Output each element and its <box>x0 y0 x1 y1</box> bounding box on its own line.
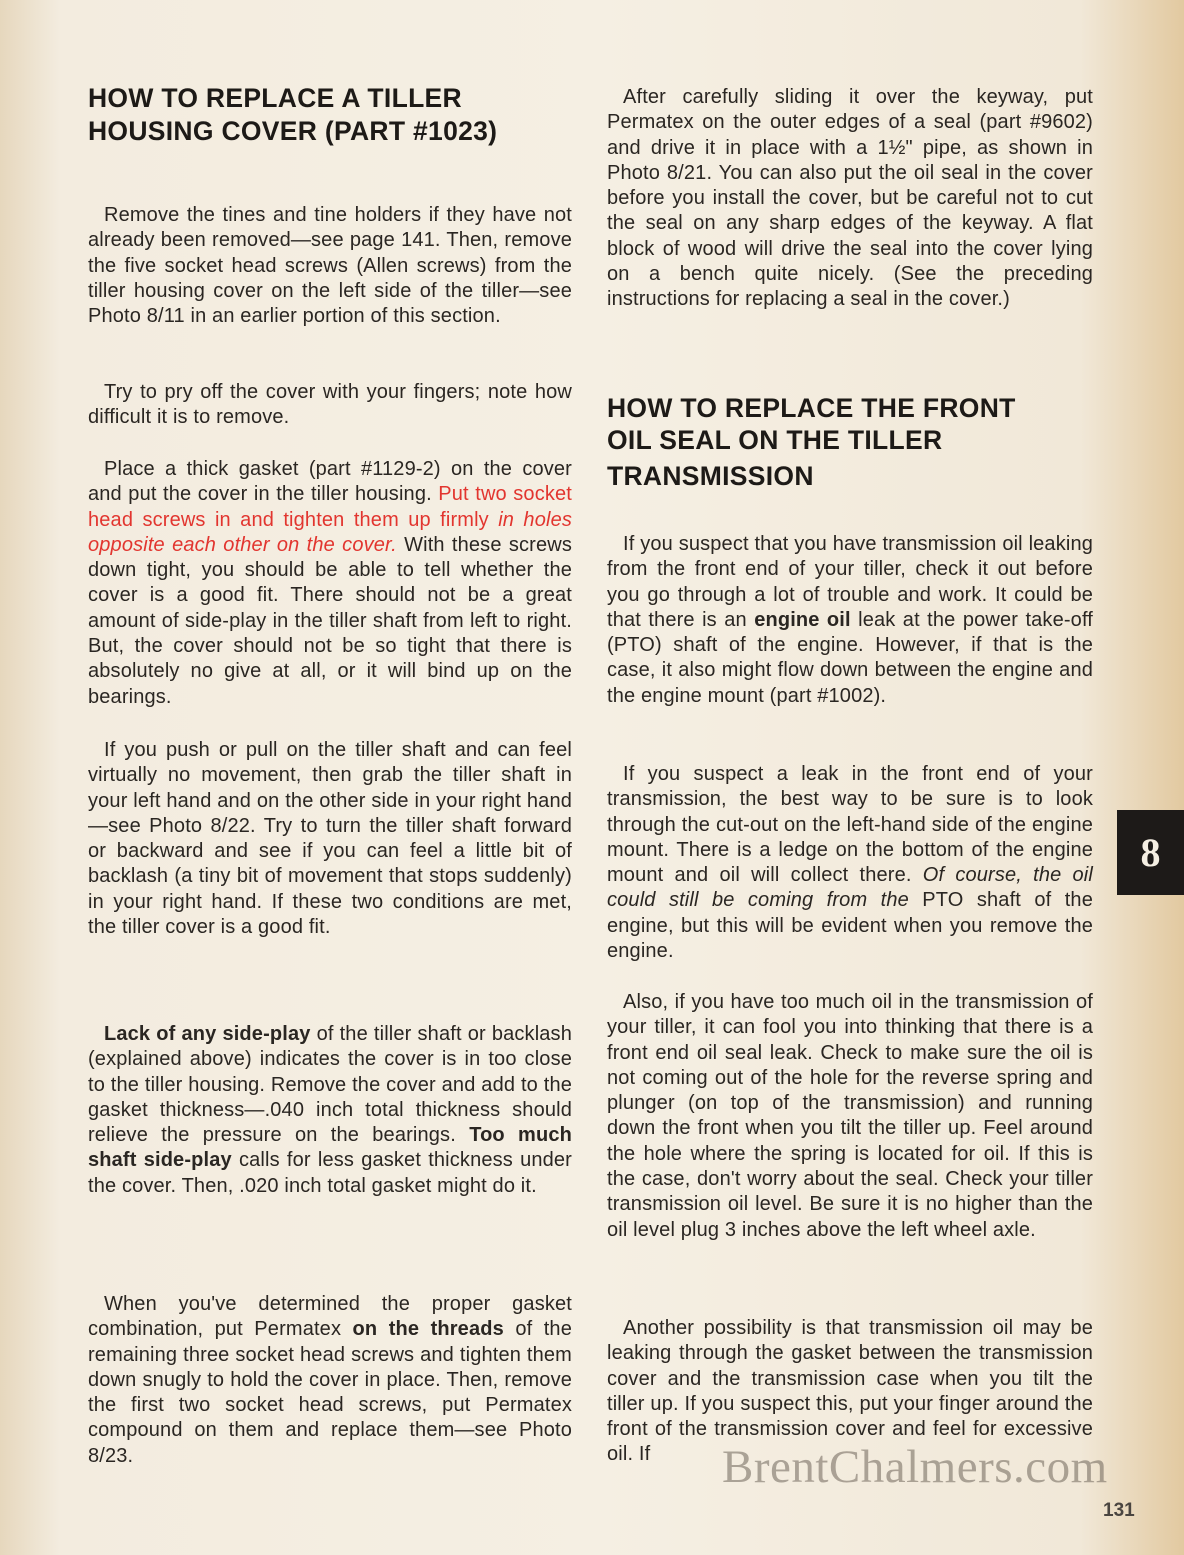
page-number: 131 <box>1103 1500 1135 1521</box>
bold-engine-oil: engine oil <box>754 608 851 631</box>
paragraph-suspect-leak-front <box>607 762 1093 964</box>
paragraph-side-play <box>88 1022 572 1199</box>
paragraph-gasket-combination <box>88 1292 572 1469</box>
bold-lack-side-play: Lack of any side-play <box>104 1023 311 1045</box>
watermark-brentchalmers: BrentChalmers.com <box>722 1441 1108 1493</box>
section-tab-8: 8 <box>1117 810 1184 895</box>
paragraph-push-pull-shaft: If you push or pull on the tiller shaft and can feel virtually no movement, then grab the tiller shaft in your left hand and on the other side in your right hand—see Photo 8/22. Try to turn the tiller shaft forward or backward and see if you can feel a little bit of backlash (a tiny bit of movement that stops suddenly) in your right hand. If these two conditions are met, the tiller cover is a good fit. <box>88 739 572 939</box>
heading-replace-front-oil-seal-line3: TRANSMISSION <box>607 461 814 491</box>
paragraph-pry-cover: Try to pry off the cover with your fingers; note how difficult it is to remove. <box>88 381 572 429</box>
bold-on-the-threads: on the threads <box>352 1318 504 1341</box>
highlight-red-italic-text: in holes opposite each other on the cover. <box>88 508 572 556</box>
paragraph-place-gasket <box>88 457 572 710</box>
paragraph-suspect-transmission-oil <box>607 532 1093 709</box>
leak-front-text: If you suspect a leak in the front end of your transmission, the best way to be sure is to look through the cut-out on the left-hand side of the engine mount. There is a ledge on the bottom of the engine mount and oil will collect there. <box>607 763 1093 887</box>
heading-replace-tiller-housing-cover: HOW TO REPLACE A TILLER HOUSING COVER (PART #1023) <box>88 83 498 146</box>
suspect-oil-text-end: leak at the power take-off (PTO) shaft of the engine. However, if that is the case, it also might flow down between the engine and the engine mount (part #1002). <box>607 608 1093 707</box>
gasket-text: Place a thick gasket (part #1129-2) on the cover and put the cover in the tiller housing. <box>88 458 572 506</box>
bold-too-much-side-play: Too much shaft side-play <box>88 1124 572 1172</box>
gasket-combination-text: When you've determined the proper gasket combination, put Permatex <box>88 1293 572 1341</box>
side-play-text: of the tiller shaft or backlash (explained above) indicates the cover is in too close to the tiller housing. Remove the cover and add to the gasket thickness—.040 inch total thickness should relieve the pressure on the bearings. <box>88 1023 572 1147</box>
heading-replace-front-oil-seal-line1: HOW TO REPLACE THE FRONT <box>607 393 1016 423</box>
fit-text: With these screws down tight, you should be able to tell whether the cover is a good fit. There should not be a great amount of side-play in the tiller shaft from left to right. But, the cover should not be so tight that there is absolutely no give at all, or it will bind up on the bearings. <box>88 533 572 708</box>
suspect-oil-text: If you suspect that you have transmission oil leaking from the front end of your tiller, check it out before you go through a lot of trouble and work. It could be that there is an <box>607 533 1093 631</box>
leak-front-text-end: PTO shaft of the engine, but this will be evident when you remove the engine. <box>607 889 1093 963</box>
side-play-text-end: calls for less gasket thickness under the cover. Then, .020 inch total gasket might do it. <box>88 1149 572 1197</box>
gasket-combination-text-end: of the remaining three socket head screws and tighten them down snugly to hold the cover in place. Then, remove the first two socket head screws, put Permatex compound on them and replace them—see Photo 8/23. <box>88 1318 572 1467</box>
heading-replace-front-oil-seal-line2: OIL SEAL ON THE TILLER <box>607 425 943 455</box>
paragraph-another-possibility: Another possibility is that transmission oil may be leaking through the gasket between the transmission cover and the transmission case when you tilt the tiller up. If you suspect this, put your finger around the front of the transmission cover and feel for excessive oil. If <box>607 1317 1093 1466</box>
italic-oil-could-still: Of course, the oil could still be coming from the <box>607 864 1093 912</box>
paragraph-too-much-oil: Also, if you have too much oil in the transmission of your tiller, it can fool you into thinking that there is a front end oil seal leak. Check to make sure the oil is not coming out of the hole for the reverse spring and plunger (on top of the transmission) and running down the front when you tilt the tiller up. Feel around the hole where the spring is located for oil. If this is the case, don't worry about the seal. Check your tiller transmission oil level. Be sure it is no higher than the oil level plug 3 inches above the left wheel axle. <box>607 991 1093 1241</box>
highlight-red-text: Put two socket head screws in and tighten them up firmly <box>88 483 572 531</box>
paragraph-remove-tines: Remove the tines and tine holders if they have not already been removed—see page 141. Then, remove the five socket head screws (Allen screws) from the tiller housing cover on the left side of the tiller—see Photo 8/11 in an earlier portion of this section. <box>88 204 572 328</box>
paragraph-sliding-over-keyway: After carefully sliding it over the keyway, put Permatex on the outer edges of a seal (part #9602) and drive it in place with a 1½" pipe, as shown in Photo 8/21. You can also put the oil seal in the cover before you install the cover, but be careful not to cut the seal on any sharp edges of the keyway. A flat block of wood will drive the seal into the cover lying on a bench quite nicely. (See the preceding instructions for replacing a seal in the cover.) <box>607 86 1093 311</box>
